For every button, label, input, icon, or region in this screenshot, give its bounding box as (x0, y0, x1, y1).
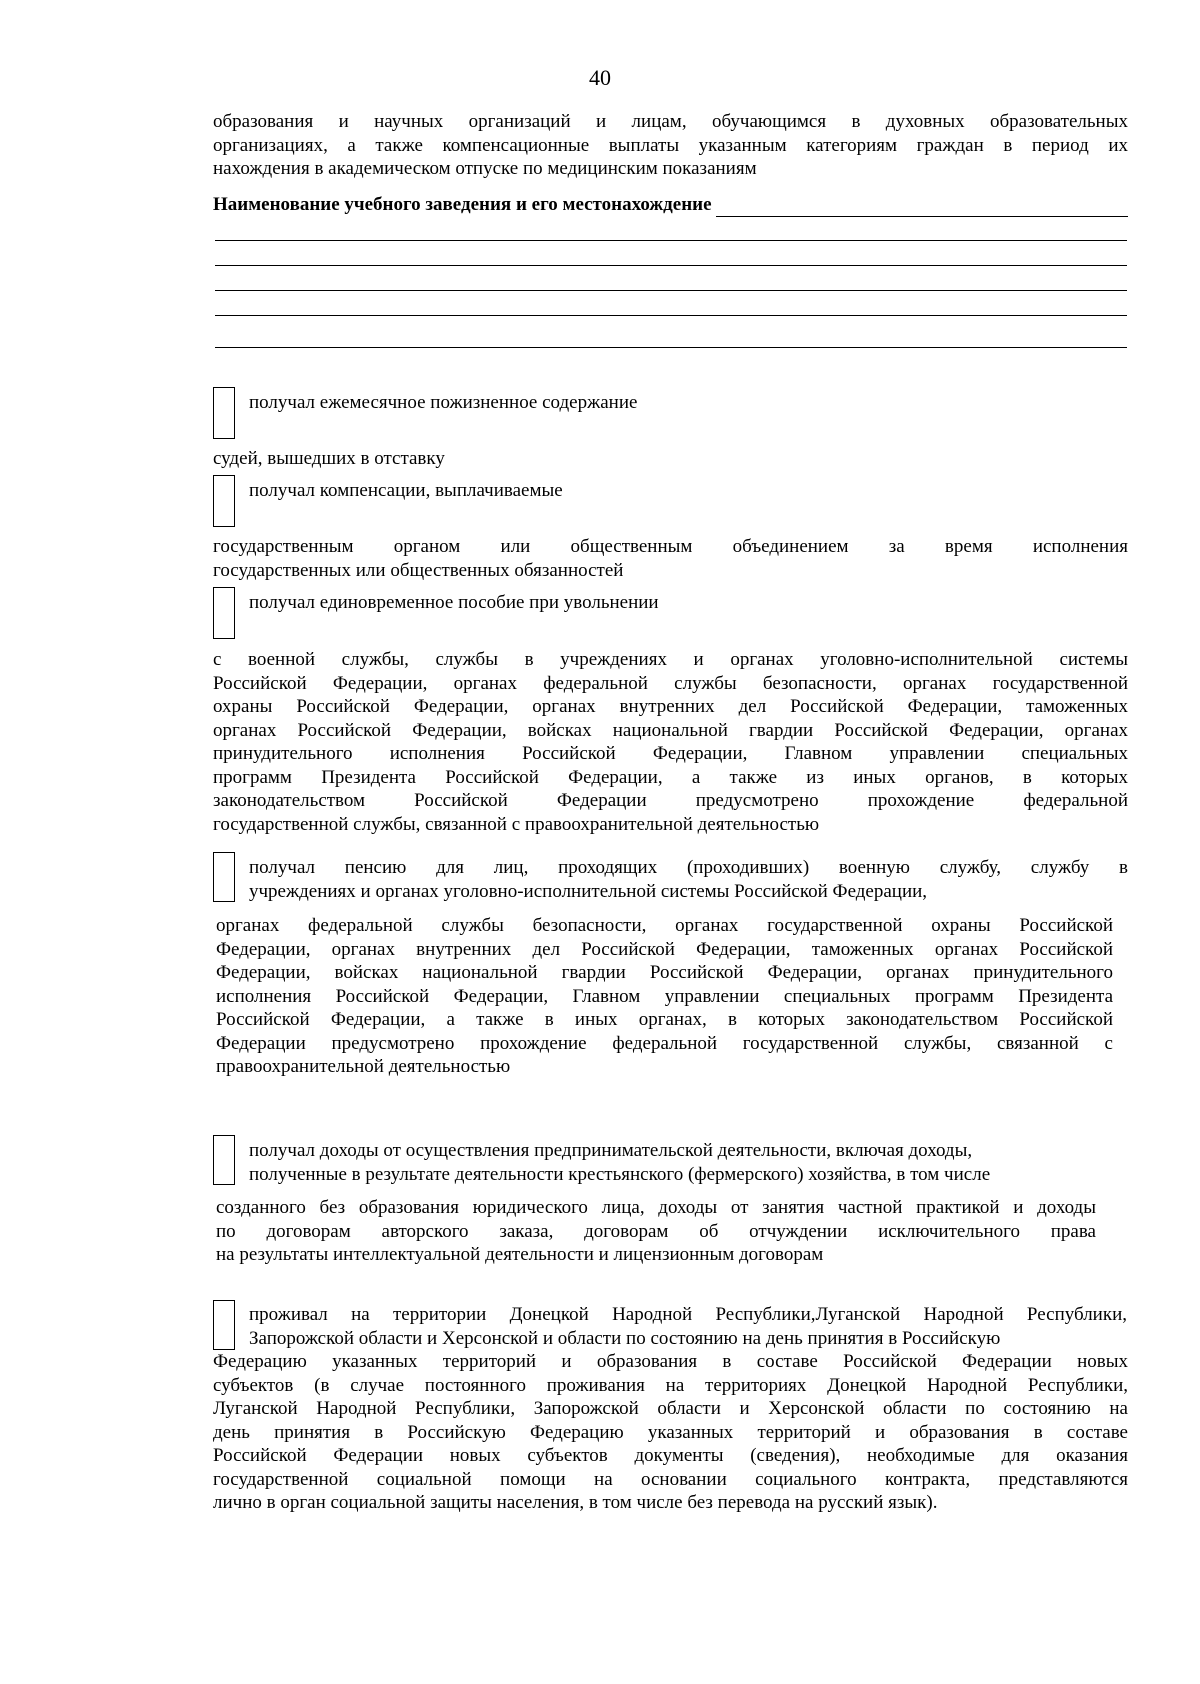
text-line: законодательством Российской Федерации предусмотрено прохождение федеральной (213, 790, 1128, 811)
dismissal-allowance-label: получал единовременное пособие при увольнении (249, 592, 659, 613)
text-line: охраны Российской Федерации, органах внутренних дел Российской Федерации, таможенных (213, 696, 1128, 717)
residence-continuation (213, 1350, 1128, 1515)
institution-blank-line[interactable] (215, 315, 1127, 316)
text-line: день принятия в Российскую Федерацию указанных территорий и образования в составе (213, 1421, 1128, 1443)
institution-blank-line[interactable] (215, 290, 1127, 291)
text-line: принудительного исполнения Российской Федерации, Главном управлении специальных (213, 743, 1128, 764)
intro-paragraph (213, 110, 1128, 181)
text-line: Луганской Народной Республики, Запорожской области и Херсонской области по состоянию на (213, 1398, 1128, 1419)
text-line: Российской Федерации, а также в иных органах, в которых законодательством Российской (216, 1009, 1113, 1030)
text-line: полученные в результате деятельности крестьянского (фермерского) хозяйства, в том числе (249, 1163, 991, 1185)
business-income-checkbox[interactable] (213, 1135, 235, 1185)
text-line: Федерации предусмотрено прохождение федеральной государственной службы, связанной с (216, 1032, 1113, 1054)
compensation-continuation (213, 535, 1128, 582)
text-line: органах федеральной службы безопасности, органах государственной охраны Российской (216, 915, 1113, 936)
institution-label: Наименование учебного заведения и его местонахождение (213, 194, 712, 215)
business-income-label (249, 1139, 1109, 1186)
lifetime-maintenance-checkbox[interactable] (213, 387, 235, 439)
text-line: субъектов (в случае постоянного проживания на территориях Донецкой Народной Республики, (213, 1374, 1128, 1396)
text-line: по договорам авторского заказа, договорам об отчуждении исключительного права (216, 1220, 1096, 1242)
institution-blank-line[interactable] (215, 347, 1127, 348)
residence-label (249, 1303, 1127, 1350)
pension-checkbox[interactable] (213, 852, 235, 902)
intro-line: нахождения в академическом отпуске по медицинским показаниям (213, 158, 757, 179)
text-line: государственных или общественных обязанностей (213, 559, 624, 581)
text-line: Российской Федерации новых субъектов документы (сведения), необходимые для оказания (213, 1445, 1128, 1466)
text-line: получал пенсию для лиц, проходящих (проходивших) военную службу, службу в (249, 857, 1128, 878)
text-line: созданного без образования юридического лица, доходы от занятия частной практикой и доходы (216, 1197, 1096, 1218)
institution-field[interactable] (213, 193, 1128, 217)
pension-label (249, 856, 1128, 903)
business-income-continuation (216, 1196, 1096, 1267)
institution-blank-line[interactable] (215, 265, 1127, 266)
text-line: с военной службы, службы в учреждениях и органах уголовно-исполнительной системы (213, 649, 1128, 670)
text-line: учреждениях и органах уголовно-исполнительной системы Российской Федерации, (249, 880, 928, 902)
institution-blank-line[interactable] (215, 240, 1127, 241)
text-line: проживал на территории Донецкой Народной Республики,Луганской Народной Республики, (249, 1304, 1127, 1325)
text-line: Российской Федерации, органах федеральной службы безопасности, органах государственной (213, 672, 1128, 694)
page-number: 40 (589, 65, 611, 90)
dismissal-allowance-checkbox[interactable] (213, 587, 235, 639)
lifetime-maintenance-continuation: судей, вышедших в отставку (213, 448, 445, 469)
text-line: правоохранительной деятельностью (216, 1056, 511, 1077)
text-line: органах Российской Федерации, войсках национальной гвардии Российской Федерации, органах (213, 719, 1128, 741)
text-line: государственной социальной помощи на основании социального контракта, представляются (213, 1468, 1128, 1490)
text-line: государственным органом или общественным объединением за время исполнения (213, 536, 1128, 557)
intro-line: организациях, а также компенсационные выплаты указанным категориям граждан в период их (213, 134, 1128, 156)
text-line: лично в орган социальной защиты населения, в том числе без перевода на русский язык). (213, 1492, 938, 1513)
text-line: Федерации, органах внутренних дел Российской Федерации, таможенных органах Российской (216, 938, 1113, 960)
residence-checkbox[interactable] (213, 1300, 235, 1350)
lifetime-maintenance-label: получал ежемесячное пожизненное содержание (249, 392, 638, 413)
institution-fill-line[interactable] (716, 198, 1128, 217)
text-line: на результаты интеллектуальной деятельности и лицензионным договорам (216, 1244, 824, 1265)
dismissal-allowance-continuation (213, 648, 1128, 836)
compensation-checkbox[interactable] (213, 475, 235, 527)
text-line: программ Президента Российской Федерации, а также из иных органов, в которых (213, 766, 1128, 788)
text-line: получал доходы от осуществления предпринимательской деятельности, включая доходы, (249, 1140, 973, 1161)
intro-line: образования и научных организаций и лицам, обучающимся в духовных образовательных (213, 111, 1128, 132)
text-line: Запорожской области и Херсонской и области по состоянию на день принятия в Российскую (249, 1327, 1001, 1349)
compensation-label: получал компенсации, выплачиваемые (249, 480, 563, 501)
text-line: Федерации, войсках национальной гвардии Российской Федерации, органах принудительного (216, 962, 1113, 983)
text-line: государственной службы, связанной с правоохранительной деятельностью (213, 813, 820, 835)
text-line: Федерацию указанных территорий и образования в составе Российской Федерации новых (213, 1351, 1128, 1372)
pension-continuation (216, 914, 1113, 1079)
text-line: исполнения Российской Федерации, Главном управлении специальных программ Президента (216, 985, 1113, 1007)
